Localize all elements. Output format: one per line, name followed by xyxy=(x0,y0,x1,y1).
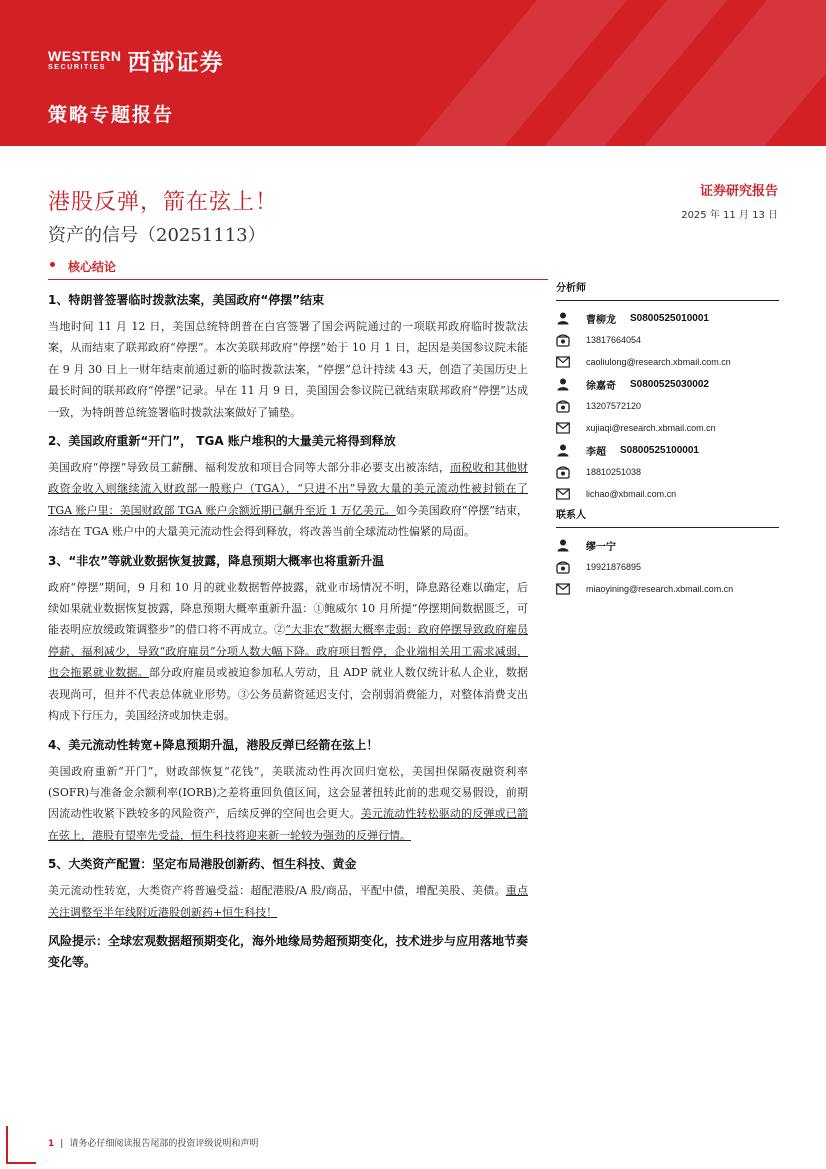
section-heading: 2、美国政府重新“开门”， TGA 账户堆积的大量美元将得到释放 xyxy=(48,434,396,449)
contact-card xyxy=(556,534,779,600)
person-icon xyxy=(556,538,570,552)
paragraph-underlined: 美元流动性转松驱动的反弹或已箭在弦上，港股有望率先受益，恒生科技将迎来新一轮较为强劲的反弹行情。 xyxy=(48,807,529,842)
analyst-email[interactable]: xujiaqi@research.xbmail.com.cn xyxy=(586,423,716,433)
bullet-icon xyxy=(50,262,55,267)
paragraph-text: 美国政府重新“开门”，财政部恢复“花钱”，美联流动性再次回归宽松，美国担保隔夜融资利率(SOFR)与准备金余额利率(IORB)之差将重回负值区间，这会显著扭转此前的悲观交易假设，前期因流动性收紧下跌较多的风险资产，后续反弹的空间也会更大。 xyxy=(48,764,528,821)
paragraph-text: 政府“停摆”期间，9 月和 10 月的就业数据暂停披露，就业市场情况不明，降息路径难以确定，后续如果就业数据恢复披露，降息预期大概率重新升温：①鲍威尔 10 月所提“停摆期间数据匮乏，可能表明应放缓政策调整步”的借口将不再成立。② xyxy=(48,580,528,637)
risk-warning: 风险提示：全球宏观数据超预期变化，海外地缘局势超预期变化，技术进步与应用落地节奏变化等。 xyxy=(48,933,529,969)
paragraph-text: 如今美国政府“停摆”结束，冻结在 TGA 账户中的大量美元流动性会得到释放，将改善当前全球流动性偏紧的局面。 xyxy=(48,503,529,539)
page-subtitle: 资产的信号（20251113） xyxy=(48,225,266,246)
phone-icon xyxy=(556,333,570,347)
analyst-phone: 13207572120 xyxy=(586,401,642,411)
contact-phone: 19921876895 xyxy=(586,562,642,572)
paragraph-underlined: 而税收和其他财政资金收入则继续流入财政部一般账户（TGA），“只进不出”导致大量的美元流动性被封锁在了 TGA 账户里：美国财政部 TGA 账户余额近期已飙升至近 1 万亿美元。 xyxy=(48,461,529,517)
logo-chinese: 西部证券 xyxy=(127,50,224,76)
section-1 xyxy=(48,290,528,423)
footer-separator: | xyxy=(60,1139,64,1149)
analyst-license: S0800525030002 xyxy=(630,378,709,390)
page-footer xyxy=(48,1136,258,1149)
analyst-name: 曹柳龙 xyxy=(586,314,616,326)
phone-icon xyxy=(556,560,570,574)
contact-name: 缪一宁 xyxy=(586,541,616,553)
paragraph-text: 美元流动性转宽，大类资产将普遍受益：超配港股/A 股/商品，平配中债，增配美股、美债。 xyxy=(48,884,506,898)
analyst-name: 李超 xyxy=(586,446,606,458)
corner-mark xyxy=(6,1162,36,1164)
phone-icon xyxy=(556,399,570,413)
contact-label: 联系人 xyxy=(556,509,779,528)
section-2 xyxy=(48,431,528,543)
email-icon xyxy=(556,487,570,501)
section-heading: 4、美元流动性转宽+降息预期升温，港股反弹已经箭在弦上！ xyxy=(48,737,379,752)
analyst-email[interactable]: lichao@xbmail.com.cn xyxy=(586,489,677,499)
analyst-card xyxy=(556,373,779,439)
analyst-phone: 18810251038 xyxy=(586,467,642,477)
footer-disclaimer: 请务必仔细阅读报告尾部的投资评级说明和声明 xyxy=(69,1139,259,1149)
report-type-label: 策略专题报告 xyxy=(48,104,175,126)
page-title: 港股反弹，箭在弦上！ xyxy=(48,190,279,215)
paragraph-underlined: “大非农”数据大概率走弱：政府停摆导致政府雇员停薪、福利减少，导致“政府雇员”分项人数大幅下降。政府项目暂停，企业端相关用工需求减弱，也会拖累就业数据。 xyxy=(48,623,528,680)
section-heading: 1、特朗普签署临时拨款法案，美国政府“停摆”结束 xyxy=(48,293,325,307)
analyst-email[interactable]: caoliulong@research.xbmail.com.cn xyxy=(586,357,731,367)
section-heading: 3、“非农”等就业数据恢复披露，降息预期大概率也将重新升温 xyxy=(48,553,385,568)
analyst-card xyxy=(556,439,779,505)
report-category: 证券研究报告 xyxy=(699,184,778,199)
section-5 xyxy=(48,854,528,923)
email-icon xyxy=(556,582,570,596)
section-heading: 5、大类资产配置：坚定布局港股创新药、恒生科技、黄金 xyxy=(48,857,357,872)
main-content xyxy=(48,290,528,973)
analyst-phone: 13817664054 xyxy=(586,335,642,345)
section-paragraph xyxy=(48,880,528,923)
sidebar-analysts xyxy=(556,282,779,600)
analyst-label: 分析师 xyxy=(556,282,779,301)
paragraph-text: 部分政府雇员或被迫参加私人劳动，且 ADP 就业人数仅统计私人企业，数据表现尚可，但并不代表总体就业形势。③公务员薪资延迟支付，会削弱消费能力，对整体消费支出构成下行压力，美国经济或加快走弱。 xyxy=(48,666,529,723)
person-icon xyxy=(556,443,570,457)
section-paragraph xyxy=(48,457,528,543)
email-icon xyxy=(556,355,570,369)
analyst-name: 徐嘉奇 xyxy=(586,380,616,392)
contact-email[interactable]: miaoyining@research.xbmail.com.cn xyxy=(586,584,734,594)
paragraph-underlined: 重点关注调整至半年线附近港股创新药+恒生科技！ xyxy=(48,884,528,919)
report-date: 2025 年 11 月 13 日 xyxy=(681,210,778,221)
analyst-card xyxy=(556,307,779,373)
company-logo xyxy=(48,44,224,77)
analyst-license: S0800525100001 xyxy=(620,444,699,456)
section-paragraph xyxy=(48,316,528,423)
analyst-license: S0800525010001 xyxy=(630,312,709,324)
email-icon xyxy=(556,421,570,435)
core-heading-text: 核心结论 xyxy=(68,260,117,274)
core-conclusion-heading xyxy=(48,256,548,280)
paragraph-text: 美国政府“停摆”导致员工薪酬、福利发放和项目合同等大部分非必要支出被冻结， xyxy=(48,461,451,475)
person-icon xyxy=(556,377,570,391)
section-paragraph xyxy=(48,577,528,727)
section-3 xyxy=(48,551,528,727)
logo-en-line1: WESTERN xyxy=(48,48,122,64)
logo-en-line2: SECURITIES xyxy=(48,64,107,71)
section-paragraph xyxy=(48,761,528,847)
paragraph-text: 当地时间 11 月 12 日，美国总统特朗普在白宫签署了国会两院通过的一项联邦政府临时拨款法案，从而结束了联邦政府“停摆”。本次美联邦政府“停摆”始于 10 月 1 日，起因是美国参议院未能在 9 月 30 日上一财年结束前通过新的临时拨款法案，“停摆”总计持续 43 天，创造了美国历史上最长时间的联邦政府“停摆”记录。早在 11 月 9 日，美国国会参议院已就结束联邦政府“停摆”达成一致，为特朗普总统签署临时拨款法案做好了铺垫。 xyxy=(48,320,528,419)
person-icon xyxy=(556,311,570,325)
section-4 xyxy=(48,735,528,847)
phone-icon xyxy=(556,465,570,479)
logo-english xyxy=(48,49,122,72)
corner-mark xyxy=(6,1126,8,1164)
header-banner xyxy=(0,0,826,146)
page-number: 1 xyxy=(48,1139,55,1149)
